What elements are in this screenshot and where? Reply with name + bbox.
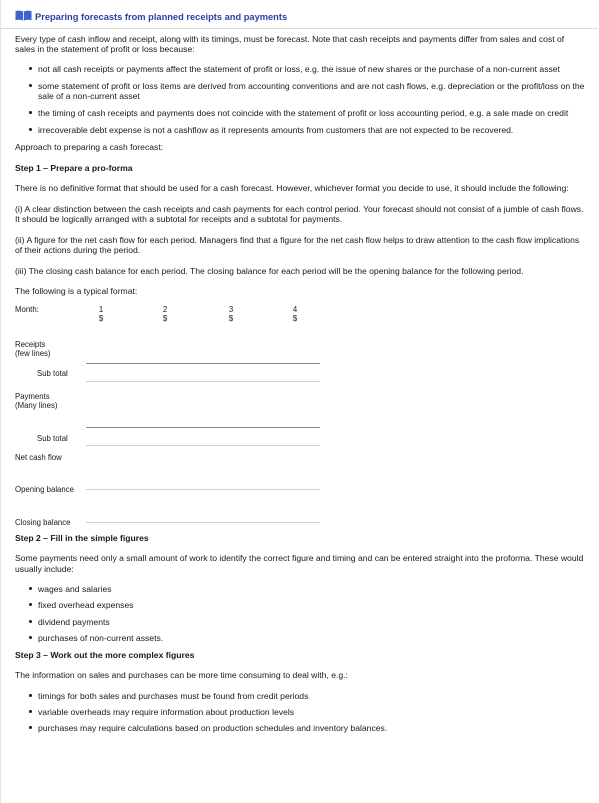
step2-heading: Step 2 – Fill in the simple figures: [15, 532, 149, 543]
column-currency: $: [292, 314, 298, 324]
list-item: dividend payments: [15, 617, 585, 627]
open-book-icon: [15, 10, 32, 21]
opening-balance-label: Opening balance: [15, 484, 74, 494]
receipts-note: (few lines): [15, 349, 51, 359]
subtotal-top-rule: [86, 427, 320, 428]
typical-format-label: The following is a typical format:: [15, 286, 138, 297]
subtotal-top-rule: [86, 363, 320, 364]
payments-label: [15, 392, 57, 411]
subtotal-bottom-rule: [86, 445, 320, 446]
column-3: [221, 305, 241, 324]
complex-figures-list: [15, 691, 585, 734]
column-currency: $: [98, 314, 104, 324]
list-item: timings for both sales and purchases must be found from credit periods: [15, 691, 585, 701]
receipts-subtotal-label: Sub total: [37, 368, 68, 378]
proforma-table: [15, 304, 585, 527]
approach-text: Approach to preparing a cash forecast:: [15, 142, 164, 153]
column-currency: $: [228, 314, 234, 324]
column-number: 1: [98, 304, 104, 314]
closing-balance-label: Closing balance: [15, 517, 71, 527]
list-item: purchases of non-current assets.: [15, 633, 585, 643]
step3-intro: The information on sales and purchases can be more time consuming to deal with, e.g.:: [15, 670, 348, 681]
payments-subtotal-label: Sub total: [37, 433, 68, 443]
step1-intro: There is no definitive format that should be used for a cash forecast. However, whichever format you decide to use, it should include the following:: [15, 183, 569, 194]
list-item: not all cash receipts or payments affect the statement of profit or loss, e.g. the issue of new shares or the purchase of a non-current asset: [15, 64, 585, 74]
list-item: wages and salaries: [15, 584, 585, 594]
column-4: [285, 305, 305, 324]
list-item: purchases may require calculations based on production schedules and inventory balances.: [15, 723, 585, 733]
receipts-label: [15, 340, 51, 359]
list-item: variable overheads may require information about production levels: [15, 707, 585, 717]
column-2: [155, 305, 175, 324]
column-currency: $: [162, 314, 168, 324]
list-item: irrecoverable debt expense is not a cashflow as it represents amounts from customers that are not expected to be recovered.: [15, 125, 585, 135]
payments-title: Payments: [15, 391, 50, 401]
step1-point-ii: (ii) A figure for the net cash flow for each period. Managers find that a figure for the net cash flow helps to draw attention to the cash flow implications of their actions during the period.: [15, 234, 580, 256]
payments-note: (Many lines): [15, 401, 58, 411]
list-item: fixed overhead expenses: [15, 600, 585, 610]
step1-point-i: (i) A clear distinction between the cash receipts and cash payments for each control period. Your forecast should not consist of a jumble of cash flows. It should be logically arranged with a subtotal for receipts and a subtotal for payments.: [15, 203, 584, 225]
opening-balance-rule: [86, 489, 320, 490]
reasons-list: [15, 64, 585, 136]
net-cash-flow-label: Net cash flow: [15, 452, 62, 462]
step2-intro: Some payments need only a small amount of work to identify the correct figure and timing and can be entered straight into the proforma. These would usually include:: [15, 553, 584, 574]
section-header: [1, 0, 598, 29]
step1-heading: Step 1 – Prepare a pro-forma: [15, 162, 133, 173]
subtotal-bottom-rule: [86, 381, 320, 382]
month-label: Month:: [15, 304, 39, 314]
list-item: the timing of cash receipts and payments does not coincide with the statement of profit or loss accounting period, e.g. a sale made on credit: [15, 108, 585, 118]
intro-paragraph: Every type of cash inflow and receipt, along with its timings, must be forecast. Note that cash receipts and payments differ from sales and cost of sales in the statement of profit or loss because:: [15, 34, 565, 55]
step1-point-iii: (iii) The closing cash balance for each period. The closing balance for each period will be the opening balance for the following period.: [15, 265, 524, 276]
list-item: some statement of profit or loss items are derived from accounting conventions and are not cash flows, e.g. depreciation or the profit/loss on the sale of a non-current asset: [15, 81, 585, 102]
section-title: Preparing forecasts from planned receipts and payments: [35, 12, 288, 22]
simple-figures-list: [15, 584, 585, 643]
column-number: 2: [162, 304, 168, 314]
receipts-title: Receipts: [15, 339, 46, 349]
content: [15, 34, 585, 739]
column-1: [91, 305, 111, 324]
column-number: 3: [228, 304, 234, 314]
step3-heading: Step 3 – Work out the more complex figures: [15, 649, 195, 660]
column-number: 4: [292, 304, 298, 314]
closing-balance-rule: [86, 522, 320, 523]
